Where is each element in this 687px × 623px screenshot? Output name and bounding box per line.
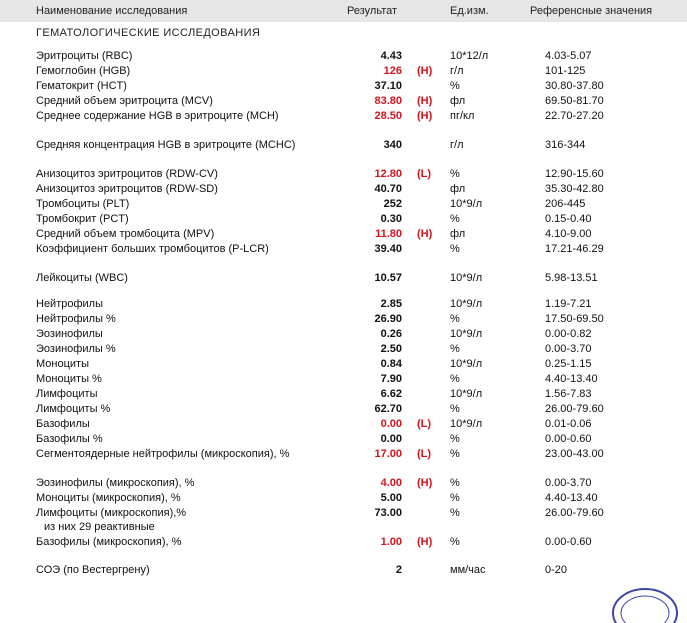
test-value: 126	[383, 65, 402, 77]
test-value: 40.70	[374, 183, 402, 195]
test-name: Коэффициент больших тромбоцитов (P-LCR)	[36, 243, 269, 255]
test-reference: 17.21-46.29	[545, 243, 604, 255]
test-flag: (L)	[417, 448, 432, 460]
test-unit: %	[450, 313, 460, 325]
test-value: 83.80	[374, 95, 402, 107]
test-name: Лимфоциты %	[36, 403, 111, 415]
test-value: 0.00	[380, 418, 402, 430]
header-result: Результат	[347, 5, 398, 17]
test-unit: %	[450, 243, 460, 255]
test-flag: (H)	[417, 536, 433, 548]
test-reference: 0.00-0.60	[545, 536, 592, 548]
stamp-seal	[605, 583, 685, 623]
test-unit: %	[450, 433, 460, 445]
test-name: Нейтрофилы	[36, 298, 103, 310]
test-value: 73.00	[374, 507, 402, 519]
test-reference: 12.90-15.60	[545, 168, 604, 180]
test-unit: 10*9/л	[450, 198, 483, 210]
test-unit: %	[450, 448, 460, 460]
test-flag: (H)	[417, 95, 433, 107]
test-value: 2.50	[380, 343, 402, 355]
test-name: Базофилы (микроскопия), %	[36, 536, 182, 548]
test-reference: 0-20	[545, 564, 568, 576]
test-reference: 5.98-13.51	[545, 272, 598, 284]
test-unit: 10*12/л	[450, 50, 489, 62]
test-reference: 17.50-69.50	[545, 313, 604, 325]
test-name: Эозинофилы	[36, 328, 103, 340]
test-reference: 26.00-79.60	[545, 507, 604, 519]
test-reference: 0.00-3.70	[545, 343, 592, 355]
test-value: 0.26	[380, 328, 402, 340]
test-reference: 30.80-37.80	[545, 80, 604, 92]
table-header	[0, 0, 687, 22]
test-reference: 0.00-3.70	[545, 477, 592, 489]
header-unit: Ед.изм.	[450, 5, 489, 17]
test-value: 26.90	[374, 313, 402, 325]
test-unit: 10*9/л	[450, 272, 483, 284]
test-value: 6.62	[380, 388, 402, 400]
header-name: Наименование исследования	[36, 5, 188, 17]
test-reference: 69.50-81.70	[545, 95, 604, 107]
test-value: 37.10	[374, 80, 402, 92]
test-unit: %	[450, 168, 460, 180]
test-reference: 35.30-42.80	[545, 183, 604, 195]
test-unit: %	[450, 492, 460, 504]
test-reference: 4.03-5.07	[545, 50, 592, 62]
test-reference: 4.10-9.00	[545, 228, 592, 240]
test-name: Эозинофилы (микроскопия), %	[36, 477, 195, 489]
test-reference: 1.19-7.21	[545, 298, 592, 310]
test-flag: (H)	[417, 228, 433, 240]
test-value: 0.30	[380, 213, 402, 225]
test-unit: %	[450, 343, 460, 355]
test-name: Среднее содержание HGB в эритроците (MCH)	[36, 110, 279, 122]
test-value: 11.80	[375, 228, 402, 240]
test-reference: 1.56-7.83	[545, 388, 592, 400]
test-reference: 0.00-0.82	[545, 328, 592, 340]
test-unit: г/л	[450, 139, 464, 151]
test-name: Средняя концентрация HGB в эритроците (MCHC)	[36, 139, 296, 151]
test-value: 4.43	[380, 50, 402, 62]
test-reference: 206-445	[545, 198, 586, 210]
test-name: Эритроциты (RBC)	[36, 50, 133, 62]
test-unit: %	[450, 477, 460, 489]
test-name: Тромбоциты (PLT)	[36, 198, 130, 210]
test-name: Лимфоциты (микроскопия),%	[36, 507, 187, 519]
test-name: Гематокрит (HCT)	[36, 80, 127, 92]
test-unit: 10*9/л	[450, 418, 483, 430]
test-name: Тромбокрит (PCT)	[36, 213, 129, 225]
test-name: Средний объем тромбоцита (MPV)	[36, 228, 215, 240]
test-value: 2	[395, 564, 402, 576]
test-unit: мм/час	[450, 564, 486, 576]
test-unit: %	[450, 536, 460, 548]
test-name: Сегментоядерные нейтрофилы (микроскопия), %	[36, 448, 290, 460]
test-name: Базофилы	[36, 418, 90, 430]
test-value: 4.00	[380, 477, 402, 489]
test-value: 28.50	[374, 110, 402, 122]
test-value: 5.00	[380, 492, 402, 504]
test-name: Эозинофилы %	[36, 343, 116, 355]
test-flag: (H)	[417, 477, 433, 489]
test-reference: 0.15-0.40	[545, 213, 592, 225]
test-flag: (L)	[417, 168, 432, 180]
test-value: 0.84	[380, 358, 402, 370]
test-unit: %	[450, 213, 460, 225]
test-value: 1.00	[380, 536, 402, 548]
test-unit: 10*9/л	[450, 328, 483, 340]
test-flag: (H)	[417, 65, 433, 77]
test-value: 17.00	[374, 448, 402, 460]
test-unit: %	[450, 373, 460, 385]
test-value: 39.40	[374, 243, 402, 255]
test-reference: 0.25-1.15	[545, 358, 592, 370]
test-value: 2.85	[380, 298, 402, 310]
test-unit: %	[450, 507, 460, 519]
test-unit: фл	[450, 183, 466, 195]
test-name: Моноциты	[36, 358, 89, 370]
test-name: Моноциты (микроскопия), %	[36, 492, 181, 504]
test-unit: 10*9/л	[450, 388, 483, 400]
test-reference: 4.40-13.40	[545, 492, 598, 504]
test-value: 12.80	[374, 168, 402, 180]
test-flag: (L)	[417, 418, 432, 430]
header-reference: Референсные значения	[530, 5, 653, 17]
test-value: 340	[383, 139, 402, 151]
test-name: Средний объем эритроцита (MCV)	[36, 95, 213, 107]
test-reference: 101-125	[545, 65, 586, 77]
test-reference: 4.40-13.40	[545, 373, 598, 385]
test-reference: 0.01-0.06	[545, 418, 592, 430]
test-value: 10.57	[374, 272, 402, 284]
test-unit: 10*9/л	[450, 358, 483, 370]
test-name: Анизоцитоз эритроцитов (RDW-CV)	[36, 168, 218, 180]
test-name: Анизоцитоз эритроцитов (RDW-SD)	[36, 183, 218, 195]
test-reference: 0.00-0.60	[545, 433, 592, 445]
test-reference: 22.70-27.20	[545, 110, 604, 122]
test-name: Лимфоциты	[36, 388, 98, 400]
test-unit: %	[450, 80, 460, 92]
test-reference: 316-344	[545, 139, 586, 151]
test-value: 62.70	[374, 403, 402, 415]
test-reference: 23.00-43.00	[545, 448, 604, 460]
test-name: СОЭ (по Вестергрену)	[36, 564, 150, 576]
test-value: 7.90	[380, 373, 402, 385]
test-name: Гемоглобин (HGB)	[36, 65, 131, 77]
test-unit: %	[450, 403, 460, 415]
test-name: из них 29 реактивные	[44, 521, 155, 533]
test-reference: 26.00-79.60	[545, 403, 604, 415]
test-unit: пг/кл	[450, 110, 475, 122]
test-value: 252	[383, 198, 402, 210]
test-name: Моноциты %	[36, 373, 102, 385]
test-flag: (H)	[417, 110, 433, 122]
test-unit: 10*9/л	[450, 298, 483, 310]
test-name: Лейкоциты (WBC)	[36, 272, 128, 284]
test-name: Базофилы %	[36, 433, 103, 445]
test-unit: г/л	[450, 65, 464, 77]
test-unit: фл	[450, 228, 466, 240]
test-unit: фл	[450, 95, 466, 107]
section-title: ГЕМАТОЛОГИЧЕСКИЕ ИССЛЕДОВАНИЯ	[36, 27, 261, 39]
test-name: Нейтрофилы %	[36, 313, 116, 325]
test-value: 0.00	[380, 433, 402, 445]
